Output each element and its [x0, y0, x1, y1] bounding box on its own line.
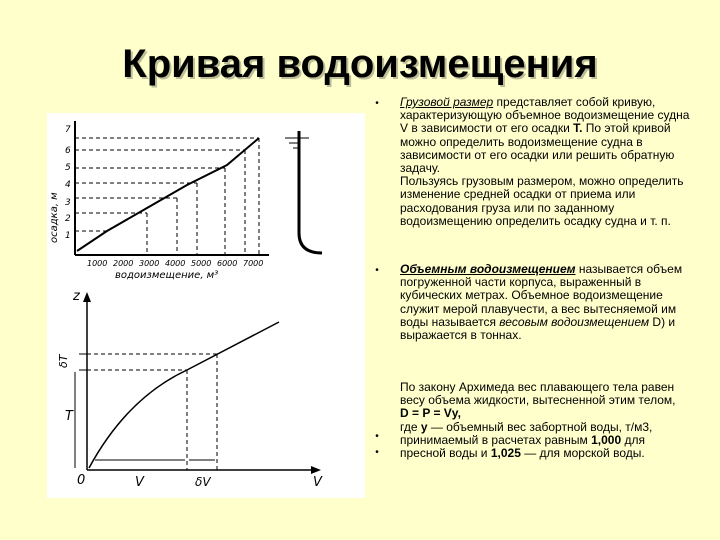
x-tick-labels: [87, 259, 263, 268]
term-volume-displacement: Объемным водоизмещением: [400, 262, 576, 276]
dimension-lines: [75, 372, 215, 468]
p3-where-a: где: [400, 419, 421, 434]
y-tick: 5: [65, 163, 71, 173]
origin-label: 0: [77, 473, 86, 488]
y-tick: 3: [65, 198, 71, 208]
waterline: [285, 138, 309, 148]
v-label: V: [135, 475, 144, 490]
p1-t: Т.: [573, 121, 583, 136]
z-axis-arrow: [83, 292, 91, 302]
x-tick: 4000: [165, 259, 186, 268]
p2-italic: весовым водоизмещением: [499, 314, 650, 329]
p3-gamma: у: [420, 419, 428, 434]
z-label: z: [73, 289, 80, 304]
increment-guides: [87, 354, 217, 470]
x-tick: 1000: [87, 259, 108, 268]
y-tick-labels: [65, 125, 71, 241]
increment-curve-figure: [47, 288, 365, 498]
p1-body: представляет собой кривую, характеризующую объемное водоизмещение судна V в зависимости от его осадки: [400, 95, 690, 136]
increment-curve-svg: [47, 288, 365, 498]
p3-where-d: — для морской воды.: [520, 446, 645, 461]
p3-intro: По закону Архимеда вес плавающего тела равен весу объема жидкости, вытесненной этим телом,: [400, 380, 676, 408]
v-axis-arrow: [311, 466, 321, 474]
v-axis-label: V: [313, 475, 322, 490]
displacement-curve-figure: [47, 113, 365, 288]
p3-where-c: для пресной воды и: [400, 432, 645, 461]
p3-v2: 1,025: [490, 446, 521, 461]
paragraph-volume-displacement: [400, 263, 690, 342]
paragraph-archimedes: [400, 381, 690, 460]
volume-curve: [89, 322, 279, 468]
x-tick: 6000: [217, 259, 238, 268]
p1-extra: Пользуясь грузовым размером, можно определить изменение средней осадки от приема или расходования груза или по заданному водоизмещению определить осадку судна и т. п.: [400, 174, 684, 228]
p1-body2: По этой кривой можно определить водоизмещение судна в зависимости от его осадки или решить обратную задачу.: [400, 121, 675, 176]
p2-body: называется объем погруженной части корпуса, выраженный в кубических метрах. Объемное водоизмещение служит мерой плавучести, а вес вытесняемой им воды называется: [400, 262, 683, 329]
hull-section: [299, 131, 322, 253]
displacement-curve: [77, 138, 259, 251]
term-cargo-scale: Грузовой размер: [400, 95, 494, 109]
x-tick: 7000: [243, 259, 264, 268]
x-tick: 5000: [191, 259, 212, 268]
slide-title: Кривая водоизмещения: [122, 42, 598, 86]
y-tick: 1: [65, 231, 71, 241]
y-tick: 6: [65, 146, 71, 156]
x-axis-label: водоизмещение, м³: [115, 270, 219, 281]
bullet: •: [375, 265, 379, 276]
p3-formula: D = P = Vу,: [400, 406, 461, 421]
dt-ticks: [79, 354, 87, 370]
bullet: •: [375, 431, 379, 442]
displacement-curve-svg: [47, 113, 365, 288]
p2-body2: D) и выражается в тоннах.: [400, 314, 676, 343]
dt-label: δT: [57, 354, 70, 368]
t-label: T: [65, 409, 73, 424]
y-tick: 4: [65, 180, 71, 190]
bullet: •: [375, 98, 379, 109]
dv-label: δV: [195, 475, 211, 489]
p3-v1: 1,000: [591, 432, 622, 447]
y-tick: 2: [65, 214, 71, 224]
y-tick: 7: [65, 125, 71, 135]
x-tick: 3000: [139, 259, 160, 268]
bullet: •: [375, 447, 379, 458]
paragraph-cargo-scale: [400, 96, 690, 228]
x-tick: 2000: [113, 259, 134, 268]
p3-where-b: — объемный вес забортной воды, т/м3, принимаемый в расчетах равным: [400, 419, 653, 447]
y-axis-label: осадка, м: [49, 192, 60, 243]
